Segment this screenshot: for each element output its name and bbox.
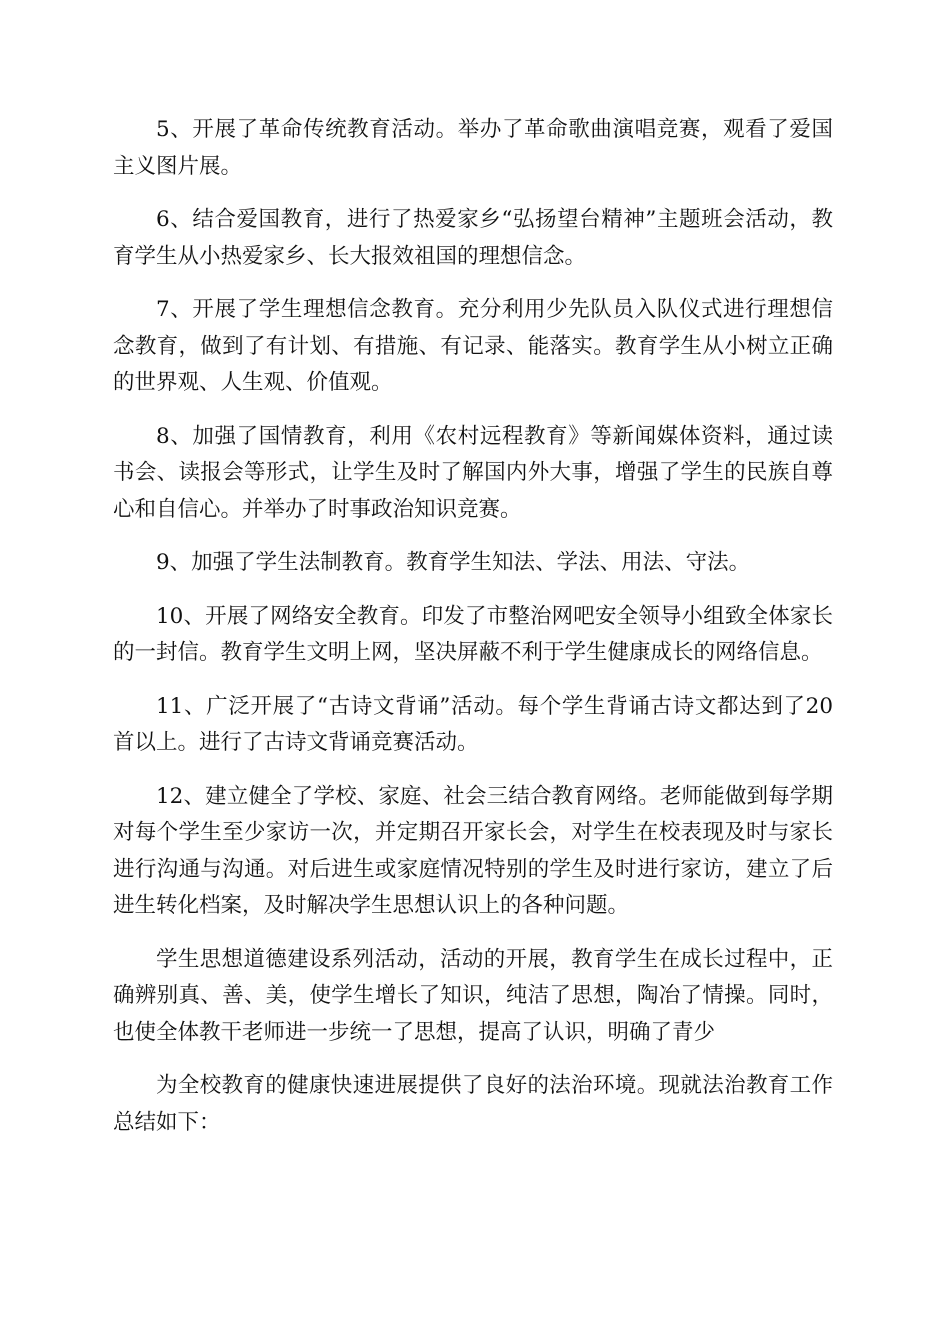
paragraph-item-7: 7、开展了学生理想信念教育。充分利用少先队员入队仪式进行理想信念教育，做到了有计划、有措施、有记录、能落实。教育学生从小树立正确的世界观、人生观、价值观。 [113, 297, 833, 395]
paragraph-intro: 为全校教育的健康快速进展提供了良好的法治环境。现就法治教育工作总结如下： [113, 1073, 833, 1135]
paragraph-item-8: 8、加强了国情教育，利用《农村远程教育》等新闻媒体资料，通过读书会、读报会等形式，让学生及时了解国内外大事，增强了学生的民族自尊心和自信心。并举办了时事政治知识竞赛。 [113, 423, 833, 522]
paragraph-summary: 学生思想道德建设系列活动，活动的开展，教育学生在成长过程中，正确辨别真、善、美，使学生增长了知识，纯洁了思想，陶冶了情操。同时，也使全体教干老师进一步统一了思想，提高了认识，明确了青少 [113, 946, 833, 1045]
paragraph-item-6: 6、结合爱国教育，进行了热爱家乡“弘扬望台精神”主题班会活动，教育学生从小热爱家乡、长大报效祖国的理想信念。 [113, 207, 833, 269]
paragraph-item-9: 9、加强了学生法制教育。教育学生知法、学法、用法、守法。 [156, 550, 751, 575]
paragraph-item-11: 11、广泛开展了“古诗文背诵”活动。每个学生背诵古诗文都达到了20首以上。进行了古诗文背诵竞赛活动。 [113, 693, 833, 755]
paragraph-item-5: 5、开展了革命传统教育活动。举办了革命歌曲演唱竞赛，观看了爱国主义图片展。 [113, 117, 833, 179]
paragraph-item-10: 10、开展了网络安全教育。印发了市整治网吧安全领导小组致全体家长的一封信。教育学生文明上网，坚决屏蔽不利于学生健康成长的网络信息。 [113, 603, 833, 665]
document-body [113, 112, 833, 1158]
paragraph-item-12: 12、建立健全了学校、家庭、社会三结合教育网络。老师能做到每学期对每个学生至少家访一次，并定期召开家长会，对学生在校表现及时与家长进行沟通与沟通。对后进生或家庭情况特别的学生及时进行家访，建立了后进生转化档案，及时解决学生思想认识上的各种问题。 [113, 783, 833, 918]
